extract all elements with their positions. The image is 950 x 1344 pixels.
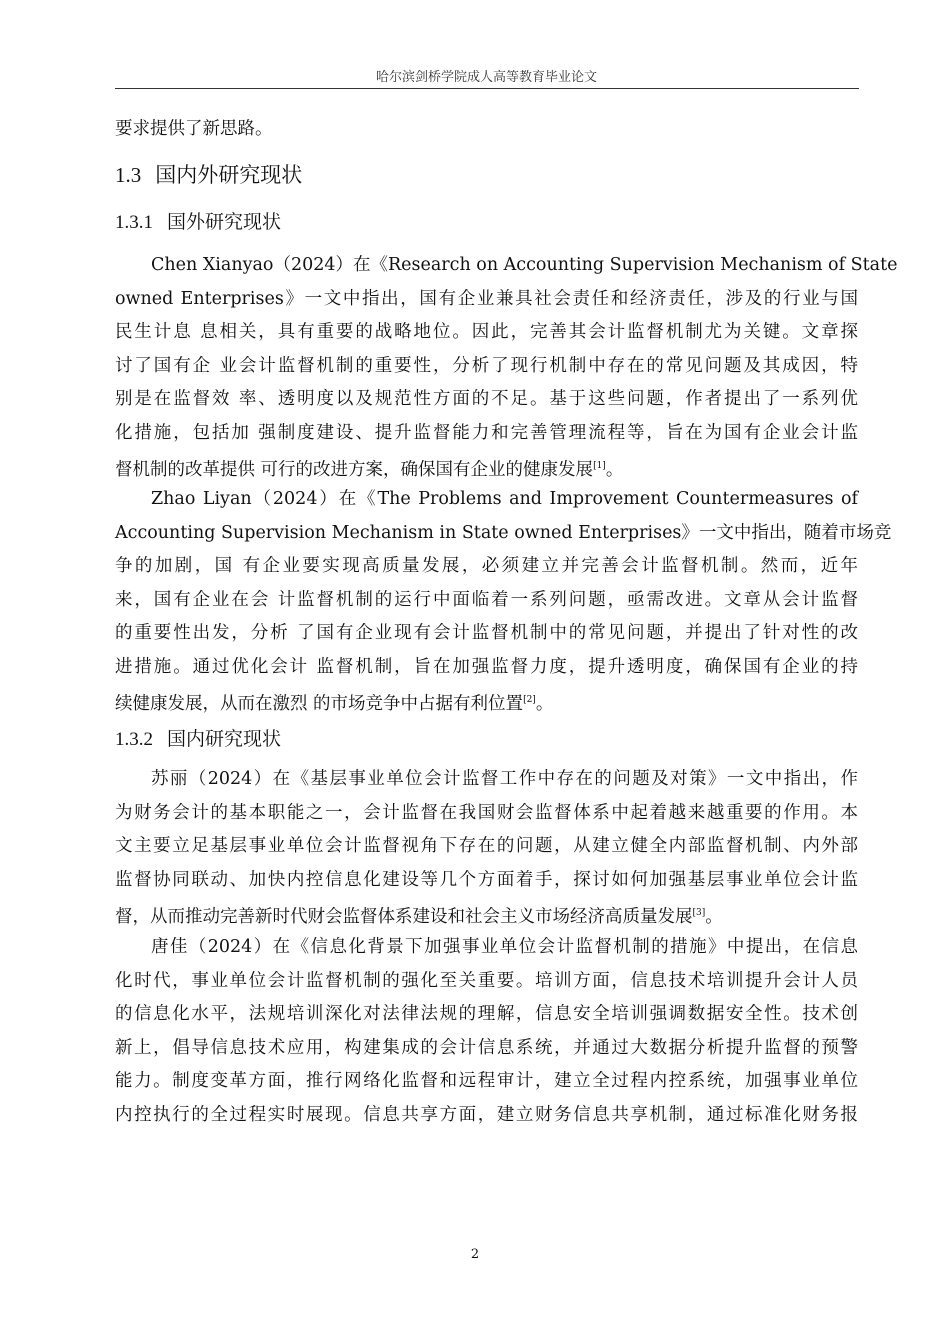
text-line: 进措施。通过优化会计 监督机制，旨在加强监督力度，提升透明度，确保国有企业的持 xyxy=(115,656,858,677)
text-line: 文主要立足基层事业单位会计监督视角下存在的问题，从建立健全内部监督机制、内外部 xyxy=(115,836,858,856)
text-line: Zhao Liyan（2024）在《The Problems and Improvement Countermeasures of xyxy=(151,489,858,509)
text-line: 要求提供了新思路。 xyxy=(115,119,273,139)
text-line xyxy=(115,450,858,484)
paragraph-tangjia xyxy=(115,931,858,1132)
subsection-title: 国外研究现状 xyxy=(167,211,282,233)
text-line: owned Enterprises》一文中指出，国有企业兼具社会责任和经济责任，涉及的行业与国 xyxy=(115,288,858,309)
period: 。 xyxy=(605,459,624,480)
text-line: 讨了国有企 业会计监督机制的重要性，分析了现行机制中存在的常见问题及其成因，特 xyxy=(115,355,858,376)
text-line: 民生计息 息相关，具有重要的战略地位。因此，完善其会计监督机制尤为关键。文章探 xyxy=(115,322,858,342)
intro-text xyxy=(115,113,858,147)
text-line: 内控执行的全过程实时展现。信息共享方面，建立财务信息共享机制，通过标准化财务报 xyxy=(115,1104,858,1125)
text-line: 别是在监督效 率、透明度以及规范性方面的不足。基于这些问题，作者提出了一系列优 xyxy=(115,389,858,409)
text-line: 苏丽（2024）在《基层事业单位会计监督工作中存在的问题及对策》一文中指出，作 xyxy=(151,769,858,789)
text-line: 化措施，包括加 强制度建设、提升监督能力和完善管理流程等，旨在为国有企业会计监 xyxy=(115,422,858,443)
text-line: 化时代，事业单位会计监督机制的强化至关重要。培训方面，信息技术培训提升会计人员 xyxy=(115,970,858,991)
text-line: 争的加剧，国 有企业要实现高质量发展，必须建立并完善会计监督机制。然而，近年 xyxy=(115,556,858,576)
citation-ref[interactable]: [3] xyxy=(692,908,706,918)
text-line xyxy=(115,684,858,718)
paragraph-suli xyxy=(115,763,858,931)
paragraph-zhao xyxy=(115,483,892,718)
line-text: 督机制的改革提供 可行的改进方案，确保国有企业的健康发展 xyxy=(115,459,594,480)
section-number: 1.3 xyxy=(115,163,142,187)
text-line: 的重要性出发，分析 了国有企业现有会计监督机制中的常见问题，并提出了针对性的改 xyxy=(115,623,858,643)
header-rule xyxy=(115,88,859,89)
text-line: 来，国有企业在会 计监督机制的运行中面临着一系列问题，亟需改进。文章从会计监督 xyxy=(115,589,858,610)
text-line xyxy=(115,897,858,931)
citation-ref[interactable]: [1] xyxy=(593,461,606,471)
subsection-number: 1.3.1 xyxy=(115,212,153,233)
text-line: 监督协同联动、加快内控信息化建设等几个方面着手，探讨如何加强基层事业单位会计监 xyxy=(115,869,858,890)
text-line: 的信息化水平，法规培训深化对法律法规的理解，信息安全培训强调数据安全性。技术创 xyxy=(115,1004,858,1024)
text-line: 唐佳（2024）在《信息化背景下加强事业单位会计监督机制的措施》中提出，在信息 xyxy=(151,937,858,957)
period: 。 xyxy=(705,906,723,927)
text-line: 为财务会计的基本职能之一，会计监督在我国财会监督体系中起着越来越重要的作用。本 xyxy=(115,802,858,823)
section-heading xyxy=(115,160,858,190)
text-line: 能力。制度变革方面，推行网络化监督和远程审计，建立全过程内控系统，加强事业单位 xyxy=(115,1071,858,1091)
page-number: 2 xyxy=(470,1247,480,1262)
text-line: 新上，倡导信息技术应用，构建集成的会计信息系统，并通过大数据分析提升监督的预警 xyxy=(115,1037,858,1058)
paragraph-chen xyxy=(115,249,898,484)
period: 。 xyxy=(535,693,554,714)
section-title: 国内外研究现状 xyxy=(155,163,303,187)
text-line: Accounting Supervision Mechanism in State owned Enterprises》一文中指出，随着市场竞 xyxy=(115,522,892,543)
line-text: 督，从而推动完善新时代财会监督体系建设和社会主义市场经济高质量发展 xyxy=(115,906,693,927)
running-header: 哈尔滨剑桥学院成人高等教育毕业论文 xyxy=(375,70,597,85)
text-line: Chen Xianyao（2024）在《Research on Accounting Supervision Mechanism of State xyxy=(151,255,898,275)
subsection-title: 国内研究现状 xyxy=(167,728,282,750)
subsection-number: 1.3.2 xyxy=(115,729,153,750)
citation-ref[interactable]: [2] xyxy=(523,695,536,705)
subsection-heading-domestic xyxy=(115,725,858,754)
subsection-heading-foreign xyxy=(115,208,858,237)
line-text: 续健康发展，从而在激烈 的市场竞争中占据有利位置 xyxy=(115,693,524,714)
